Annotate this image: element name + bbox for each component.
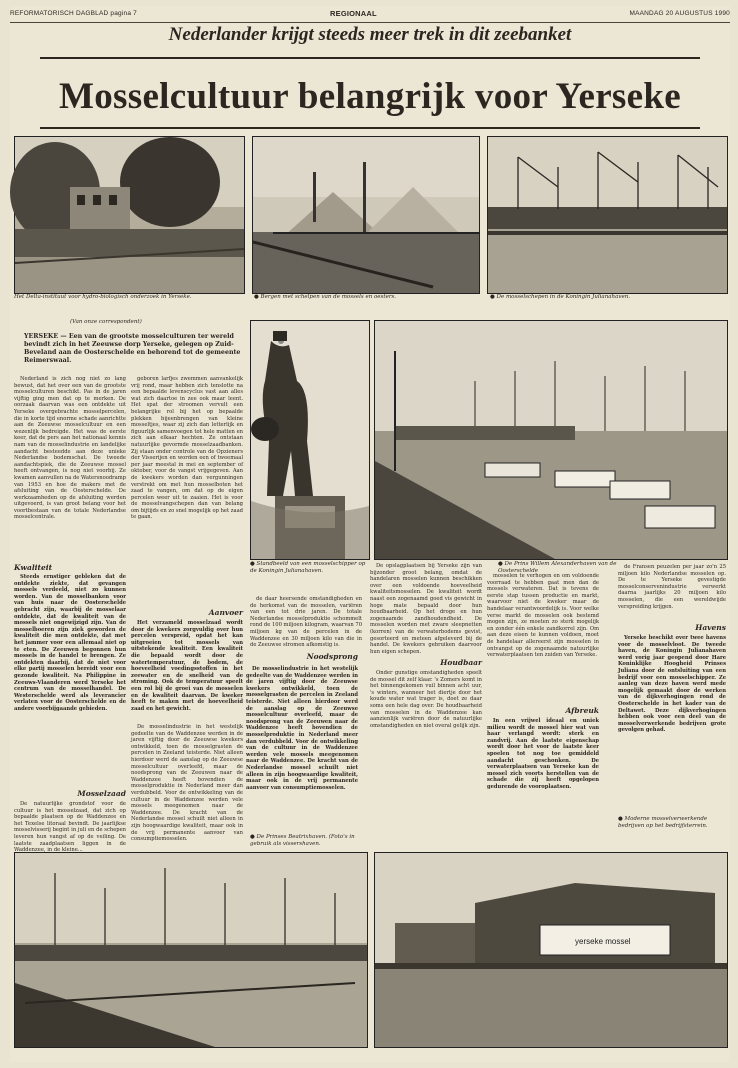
photo-schelpenbergen — [252, 136, 480, 294]
col-text: geboren larfjes zwemmen aanvankelijk vrij rond, maar hebben zich tenslotte na een bepaalde levenscyclus vast aan alles wat zich daartoe in zee ook maar leent. Het spat der stroomen vervult een belangrijke rol bij het op bepaalde plekken bijeenbrengen van kleine mosseltjes, waar zij zich dan letterlijk en figuurlijk samenvoegen tot hele matten en zich aan elkaar hechten. Ze ontstaan natuurlijke gevormde mosselzaadbanken. Zij staan onder controle van de Opzieners der Visserijen en worden een of tweemaal per jaar meestal in mei en september of oktober, voor de vangst vrijgegeven. Aan de kwekers worden dan vergunningen verstrekt om met hun mosselboten het zaad te vangen, om dat op de eigen percelen weer uit te zaaien. Het is voor de mosselvangschepen dan van belang om bijtijds en zo snel mogelijk op het zaad te gaan. — [131, 376, 243, 521]
col-text: De mosselindustrie in het westelijk gedeelte van de Waddenzee werden in de jaren vijftig door de Zeeuwse kwekers ontwikkeld, toen de mosselgrasten de percelen in Zeeland teisterde. Niet alleen hierdoor werd de aanslag op de Zeeuwse mosselcultuur overleefd, maar de noodsprong van de Zeeuwen naar de Waddenzee heeft bovendien de mosselproduktie in Nederland meer dan verdubbeld. Voor de ontwikkeling van de cultuur in de Waddenzee werden vele mossels meegenomen naar de Waddenzee. De kracht van de Nederlandse mossel schuilt niet alleen in zijn hoogwaardige kwaliteit, maar ook in de vrij permanente aanvoer van consumptiemosselen. — [246, 666, 358, 791]
caption-delta: Het Delta-instituut voor hydro-biologisch onderzoek in Yerseke. — [14, 294, 192, 300]
column-6b — [618, 635, 726, 813]
main-headline: Mosselcultuur belangrijk voor Yerseke — [59, 76, 681, 117]
page-header — [10, 6, 730, 23]
column-2a — [131, 376, 243, 606]
photo-mosselschepen — [487, 136, 728, 294]
col-text: mosselen te verhogen en om voldoende voorraad te hebben gaat men dan de mossels verwateren. Dat is tevens de eerste stap tussen productie en markt, waarvoor niet de kweker maar de handelaar verantwoordelijk is. Voor welke verse markt de mosselen ook bestemd mogen zijn, ze moeten zo sterk mogelijk en zonder één enkele zandkorrel zijn. Om aan deze eisen te kunnen voldoen, moet de handelaar allereerst zijn mosselen in ontvangst op de zogenaamde natuurlijke verwaterplaatsen ten zuiden van Yerseke. — [487, 573, 599, 659]
caption-moderne-bedrijven: ● Moderne mosselverwerkende bedrijven op het bedrijfsterrein. — [618, 816, 708, 829]
subhead-mosselzaad: Mosselzaad — [77, 789, 126, 798]
prins-willem-haven-image — [375, 321, 727, 559]
column-2c — [131, 724, 243, 849]
col-text: De natuurlijke grondstof voor de cultuur is het mosselzaad, dat zich op bepaalde plaatsen op de Waddenzee en het Texelse litoraal bevindt. De jaarlijkse mosselvisserij begint in juli en de schepen leveren hun vangst af op de veiling. De laatste zaadplaatsen liggen in de Waddenzee, in de kleine... — [14, 801, 126, 854]
column-4b — [487, 718, 599, 848]
caption-bergen: ● Bergen met schelpen van de mossels en oesters. — [254, 294, 397, 300]
col-text: de Fransen peuzelen per jaar zo'n 25 miljoen kilo Nederlandse mosselen op. De te Yerseke gevestigde mosselconservenindustrie verwerkt daarna jaarlijks 20 miljoen kilo mosselen, die een wereldwijde verspreiding krijgen. — [618, 564, 726, 610]
newspaper-page — [10, 6, 730, 1062]
rule-top — [40, 57, 700, 59]
col-text: Het verzameld mosselzaad wordt door de kwekers zorgvuldig over hun percelen verspreid, opdat het kan uitgroeien tot mossels van uitstekende kwaliteit. Een kwaliteit die bepaald wordt door de watertemperatuur, de bodem, de hoeveelheid voedingsstoffen in het zeewater en de snelheid van de stroming. Ook de temperatuur speelt een rol bij de groei van de mosselen en de kwaliteit daarvan. De kweker heeft te maken met de hoeveelheid zaad en het gewicht. — [131, 620, 243, 712]
caption-standbeeld: ● Standbeeld van een mosselschipper op de Koningin Julianahaven. — [250, 561, 366, 574]
column-1b — [14, 574, 126, 786]
subhead-aanvoer: Aanvoer — [208, 608, 243, 617]
col-text: Steeds ernstiger gebleken dat de ontdekte ziekte, dat gevangen mossels verdeeld, niet zo kunnen worden. Van de mosselbanken voor van huis naar de Oosterschelde gebracht zijn, waarbij de mosselaar ontdekte, dat de kwaliteit van de mossels niet ongewijzigd zijn. Van de mosselboeren zijn ziek geworden de kwaliteit die men ontdekte, dat met het jammer voor een allemaal niet op te eten. De Zeeuwen begonnen hun mossels in de handel te brengen. Ze ontdekten daarbij, dat de niet voor elke partij mosselen bereidt voor een gezonde kwaliteit. Na Philippine in Zeeuws-Vlaanderen werd Yerseke het centrum van de mosselhandel. De Westerschelde werd als leverancier verlaten voor de Oosterschelde en de andere voorbijgaande gebieden. — [14, 574, 126, 712]
photo-delta-instituut — [14, 136, 245, 294]
col-text: In een vrijwel ideaal en uniek milieu wordt de mossel hier wat van haar verlangd wordt: sterk en zandvrij. Aan de laatste eigenschap wordt door het voor de laatste keer spoelen tot nog toe gemiddeld aandacht geschonken. De verwaterplaatsen van Yerseke kan de mossel zich voorts herstellen van de schade die zij heeft opgelopen gedurende de vooroplaatsen. — [487, 718, 599, 790]
column-2b — [131, 620, 243, 720]
kicker-headline: Nederlander krijgt steeds meer trek in dit zeebanket — [168, 24, 572, 45]
column-4a — [487, 573, 599, 703]
col-text: Onder gunstige omstandigheden speelt de mossel dit zelf klaar. 's Zomers komt in het binnengekomen vuil binnen acht uur, 's winters, wanneer het diertje door het koude water wat trager is, doet ze daar soms een hele dag over. De houdbaarheid van mosselen in de Waddenzee kan aanzienlijk variëren door de natuurlijke omstandigheden en niet overal gelijk zijn. — [370, 670, 482, 729]
photo-beatrixhaven — [14, 852, 368, 1048]
col-text: de daar heersende omstandigheden en de herkomst van de mosselen, variëren van een tot drie jaren. De totale Nederlandse mosselproduktie schommelt rond de 100 miljoen kilogram, waarvan 70 miljoen kg van de percelen in de Waddenzee en 30 miljoen kilo van die in de Zeeuwse stromen afkomstig is. — [250, 596, 362, 649]
column-3c — [370, 670, 482, 848]
mosselschepen-image — [488, 137, 727, 293]
header-date: MAANDAG 20 AUGUSTUS 1990 — [629, 10, 730, 17]
column-2d — [246, 666, 358, 831]
header-section: REGIONAAL — [330, 9, 377, 18]
column-3b — [370, 563, 482, 656]
column-1c — [14, 801, 126, 854]
delta-instituut-image — [15, 137, 244, 293]
schelpenbergen-image — [253, 137, 479, 293]
subhead-houdbaar: Houdbaar — [440, 658, 482, 667]
subhead-havens: Havens — [695, 623, 726, 632]
rule-bottom — [40, 127, 700, 129]
caption-prins-willem: ● De Prins Willem Alexanderhaven van de Oosterschelde — [498, 561, 617, 574]
caption-prinses-beatrix: ● De Prinses Beatrixhaven. (Foto's in gebruik als vissershaven. — [250, 834, 355, 847]
mosselbedrijven-image — [375, 853, 727, 1047]
subhead-afbreuk: Afbreuk — [565, 706, 599, 715]
lede-paragraph: YERSEKE — Een van de grootste mosselculturen ter wereld bevindt zich in het Zeeuwse dorp Yerseke, gelegen op Zuid-Beveland aan de Oosterschelde en behorend tot de gemeente Reimerswaal. — [24, 333, 241, 364]
header-left: REFORMATORISCH DAGBLAD pagina 7 — [10, 10, 137, 17]
photo-standbeeld — [250, 320, 370, 560]
photo-prins-willem-haven — [374, 320, 728, 560]
col-text: Nederland is zich nog niet zo lang bewust, dat het over een van de grootste mosselculturen beschikt. Pas in de jaren vijftig ging men dat op te merken. De oorzaak daarvan was een ontdekte uit Yerseke overgebrachte mosselpercelen, die in korte tijd enorme schade aanrichtte aan de Zeeuwse mosselcultuur en een wezenlijk bedreigde. Het was de eerste keer, dat de pers aan het nationaal kennis nam van de mosselindustrie en landelijke aandacht besteedde aan deze unieke Nederlandse bodemschat. De tweede aandachtspiek, die de Zeeuwse mossel heeft ontvangen, is nog niet voorbij. Ze kwamen aanvullen na de Watersnoodramp van 1953 en hoe de makers met de afsluiting van de Oosterschelde. De werkzaamheden op de afsluiting werden uitgevoerd, is van groot belang voor het voortbestaan van de totale Nederlandse mosselcentrale. — [14, 376, 126, 521]
photo-mosselbedrijven — [374, 852, 728, 1048]
col-text: Yerseke beschikt over twee havens voor de mosselvloot. De tweede haven, de Koningin Julianahaven werd vorig jaar geopend door Hare Koninklijke Hoogheid Prinses Juliana door de ontsluiting van een bedrijf voor een mosselschipper. Ze aanleg van deze haven werd mede mogelijk gemaakt door de werken van de dijkverhogingen rond de Oosterschelde in het kader van de Deltawet. Deze dijkverhogingen hebben ook voor een deel van de mosselverwerkende bedrijven grote gevolgen gehad. — [618, 635, 726, 734]
column-1a — [14, 376, 126, 562]
col-text: De opslagplaatsen bij Yerseke zijn van bijzonder groot belang, omdat de handelaren mosselen kunnen beschikken over een voldoende hoeveelheid kwaliteitsmosselen. De kwaliteit wordt naast een zogenaamd goed vis gewicht in hoge mate bepaald door hun houdbaarheid. Op het droge en hun zogenaamde zandhoudendheid. De mosselen worden met zware sleepnetten (korren) van de verwaterbodems gevist, gesorteerd en meteen afgeleverd bij de handel. De kwekers gebruiken daarvoor hun eigen schepen. — [370, 563, 482, 655]
byline: (Van onze correspondent) — [70, 319, 142, 325]
beatrixhaven-image — [15, 853, 367, 1047]
caption-mosselschepen: ● De mosselschepen in de Koningin Julianahaven. — [490, 294, 631, 300]
column-6a — [618, 564, 726, 622]
subhead-kwaliteit: Kwaliteit — [14, 563, 53, 572]
column-3a — [250, 596, 362, 656]
col-text: De mosselindustrie in het westelijk gedeelte van de Waddenzee werden in de jaren vijftig door de Zeeuwse kwekers ontwikkeld, toen de mosselgrasten de percelen in Zeeland teisterde. Niet alleen hierdoor werd de aanslag op de Zeeuwse mosselcultuur overleefd, maar de noodsprong van de Zeeuwen naar de Waddenzee heeft bovendien de mosselproduktie in Nederland meer dan verdubbeld. Voor de ontwikkeling van de cultuur in de Waddenzee werden vele mossels meegenomen naar de Waddenzee. De kracht van de Nederlandse mossel schuilt niet alleen in zijn hoogwaardige kwaliteit, maar ook in de vrij permanente aanvoer van consumptiemosselen. — [131, 724, 243, 843]
standbeeld-image — [251, 321, 369, 559]
subhead-noodsprong: Noodsprong — [306, 652, 358, 661]
truck-label: yerseke mossel — [575, 937, 631, 946]
